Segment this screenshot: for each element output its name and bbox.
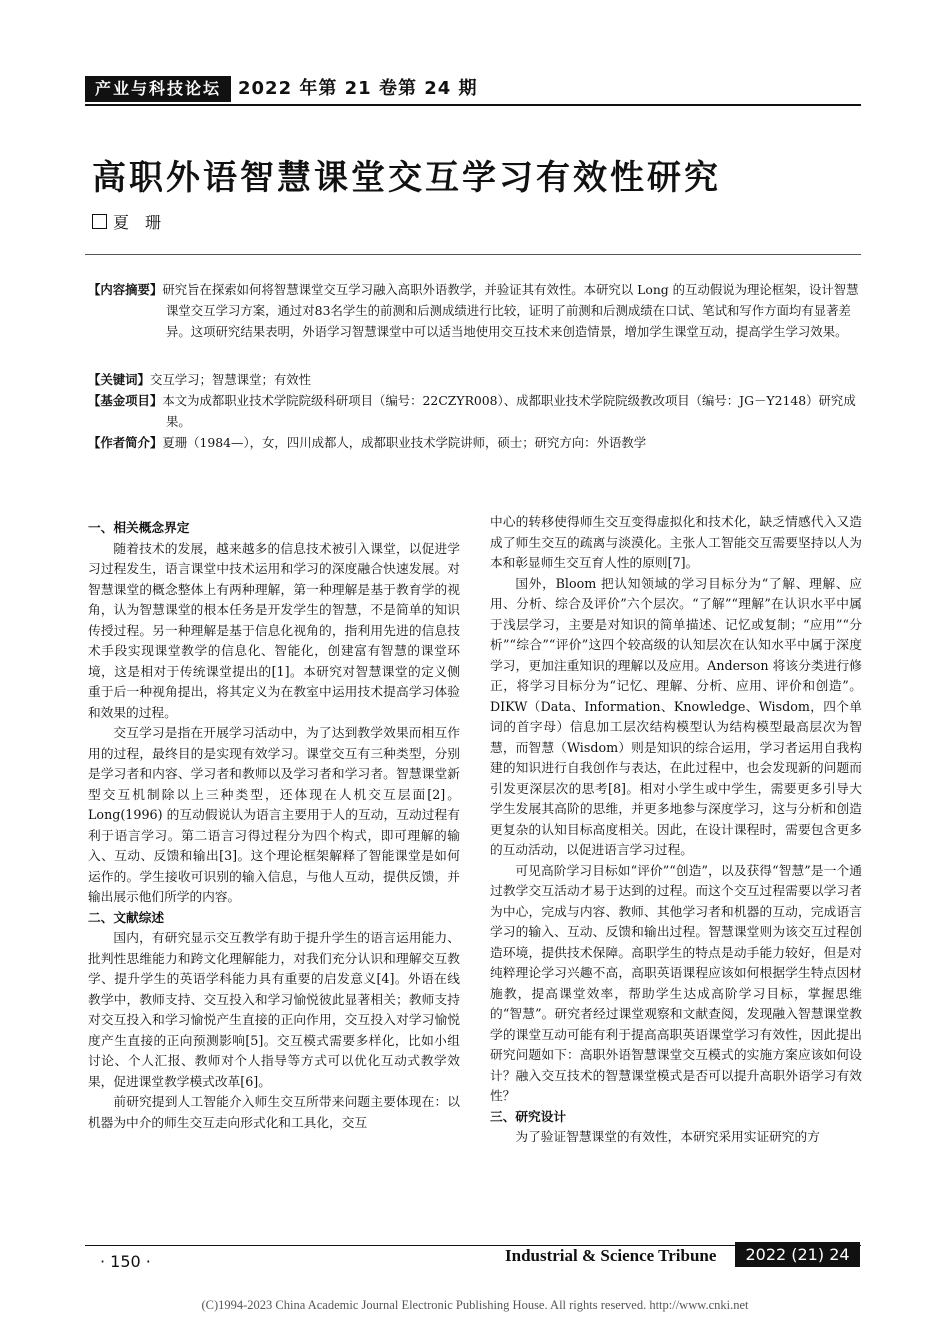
- meta-rule: [85, 254, 861, 255]
- copyright-notice: (C)1994-2023 China Academic Journal Electronic Publishing House. All rights reserved. http://www.cnki.net: [201, 1298, 749, 1312]
- author-line: [92, 210, 161, 233]
- fund-block: [88, 390, 862, 432]
- bio-text: 夏珊（1984—），女，四川成都人，成都职业技术学院讲师，硕士；研究方向：外语教学: [162, 435, 647, 450]
- left-column: [88, 518, 460, 1133]
- section-heading: 一、相关概念界定: [88, 520, 190, 535]
- section-heading: 二、文献综述: [88, 909, 165, 925]
- header-rule: [85, 104, 861, 106]
- bio-label: 【作者简介】: [88, 435, 163, 450]
- paragraph: 国外，Bloom 把认知领域的学习目标分为“了解、理解、应用、分析、综合及评价”六个层次。“了解”“理解”在认识水平中属于浅层学习，主要是对知识的简单描述、记忆或复制；“应用”“分析”“综合”“评价”这四个较高级的认知层次在认知水平中属于深度学习，更加注重知识的理解以及应用。Anderson 将该分类进行修正，将学习目标分为“记忆、理解、分析、应用、评价和创造”。DIKW（Data、Information、Knowledge、Wisdom，四个单词的首字母）信息加工层次结构模型认为结构模型最高层次为智慧，而智慧（Wisdom）则是知识的综合运用，学习者运用自我构建的知识进行自我创作与表达，在此过程中，也会发现新的问题而引发更深层次的思考[8]。相对小学生或中学生，需要更多引导大学生发展其高阶的思维，并更多地参与深度学习，这与分析和创造更复杂的认知目标高度相关。因此，在设计课程时，需要包含更多的互动活动，以促进语言学习过程。: [490, 575, 862, 857]
- keywords-text: 交互学习；智慧课堂；有效性: [149, 372, 312, 387]
- section-heading: 三、研究设计: [490, 1108, 567, 1124]
- fund-text: 本文为成都职业技术学院院级科研项目（编号：22CZYR008）、成都职业技术学院院级教改项目（编号：JG－Y2148）研究成果。: [162, 393, 856, 429]
- paragraph: 为了验证智慧课堂的有效性，本研究采用实证研究的方: [515, 1129, 820, 1144]
- author-box-icon: [92, 214, 107, 229]
- fund-label: 【基金项目】: [88, 393, 163, 408]
- journal-name-badge: 产业与科技论坛: [85, 76, 231, 102]
- abstract-label: 【内容摘要】: [88, 282, 163, 297]
- journal-english-name: Industrial & Science Tribune: [505, 1246, 717, 1265]
- bio-block: [88, 432, 862, 453]
- paper-title: 高职外语智慧课堂交互学习有效性研究: [92, 158, 721, 198]
- right-column: [490, 512, 862, 1148]
- abstract-text: 研究旨在探索如何将智慧课堂交互学习融入高职外语教学，并验证其有效性。本研究以 Long 的互动假说为理论框架，设计智慧课堂交互学习方案，通过对83名学生的前测和后测成绩进行比较，证明了前测和后测成绩在口试、笔试和写作方面均有显著差异。这项研究结果表明，外语学习智慧课堂中可以适当地使用交互技术来创造情景，增加学生课堂互动，提高学生学习效果。: [162, 282, 859, 339]
- abstract-block: [88, 279, 862, 342]
- paragraph: 前研究提到人工智能介入师生交互所带来问题主要体现在：以机器为中介的师生交互走向形式化和工具化，交互: [88, 1094, 460, 1130]
- paragraph: 国内，有研究显示交互教学有助于提升学生的语言运用能力、批判性思维能力和跨文化理解能力，对我们充分认识和理解交互教学、提升学生的英语学科能力具有重要的启发意义[4]。外语在线教学中，教师支持、交互投入和学习愉悦彼此显著相关；教师支持对交互投入和学习愉悦产生直接的正向作用，交互投入对学习愉悦度产生直接的正向预测影响[5]。交互模式需要多样化，比如小组讨论、个人汇报、教师对个人指导等方式可以优化互动式教学效果，促进课堂教学模式改革[6]。: [88, 930, 460, 1089]
- paragraph: 可见高阶学习目标如“评价”“创造”，以及获得“智慧”是一个通过教学交互活动才易于达到的过程。而这个交互过程需要以学习者为中心，完成与内容、教师、其他学习者和机器的互动，完成语言学习的输入、互动、反馈和输出过程。智慧课堂则为该交互过程创造环境，提供技术保障。高职学生的特点是动手能力较好，但是对纯粹理论学习兴趣不高，高职英语课程应该如何根据学生特点因材施教，提高课堂效率，帮助学生达成高阶学习目标，掌握思维的“智慧”。研究者经过课堂观察和文献查阅，发现融入智慧课堂教学的课堂互动可能有利于提高高职英语课堂学习有效性，因此提出研究问题如下：高职外语智慧课堂交互模式的实施方案应该如何设计？融入交互技术的智慧课堂模式是否可以提升高职外语学习有效性？: [490, 862, 862, 1103]
- paragraph: 中心的转移使得师生交互变得虚拟化和技术化，缺乏情感代入又造成了师生交互的疏离与淡漠化。主张人工智能交互需要坚持以人为本和彰显师生交互育人性的原则[7]。: [490, 514, 862, 570]
- keywords-block: [88, 369, 862, 390]
- paragraph: 交互学习是指在开展学习活动中，为了达到教学效果而相互作用的过程，最终目的是实现有效学习。课堂交互有三种类型，分别是学习者和内容、学习者和教师以及学习者和学习者。智慧课堂新型交互机制除以上三种类型，还体现在人机交互层面[2]。Long(1996) 的互动假说认为语言主要用于人的互动，互动过程有利于语言学习。第二语言习得过程分为四个构式，即可理解的输入、互动、反馈和输出[3]。这个理论框架解释了智能课堂是如何运作的。学生接收可识别的输入信息，与他人互动，提供反馈，并输出展示他们所学的内容。: [88, 725, 460, 904]
- issue-info: 2022 年第 21 卷第 24 期: [238, 78, 478, 99]
- footer-issue-badge: 2022 (21) 24: [735, 1242, 860, 1267]
- author-name: 夏 珊: [113, 213, 162, 232]
- page-number: · 150 ·: [100, 1252, 151, 1271]
- paragraph: 随着技术的发展，越来越多的信息技术被引入课堂，以促进学习过程发生，语言课堂中技术运用和学习的深度融合快速发展。对智慧课堂的概念整体上有两种理解，第一种理解是基于教育学的视角，认为智慧课堂的根本任务是开发学生的智慧，不是简单的知识传授过程。另一种理解是基于信息化视角的，指利用先进的信息技术手段实现课堂教学的信息化、智能化，创建富有智慧的课堂环境，这是相对于传统课堂提出的[1]。本研究对智慧课堂的定义侧重于后一种视角提出，将其定义为在教室中运用技术提高学习体验和效果的过程。: [88, 540, 460, 720]
- keywords-label: 【关键词】: [88, 372, 150, 387]
